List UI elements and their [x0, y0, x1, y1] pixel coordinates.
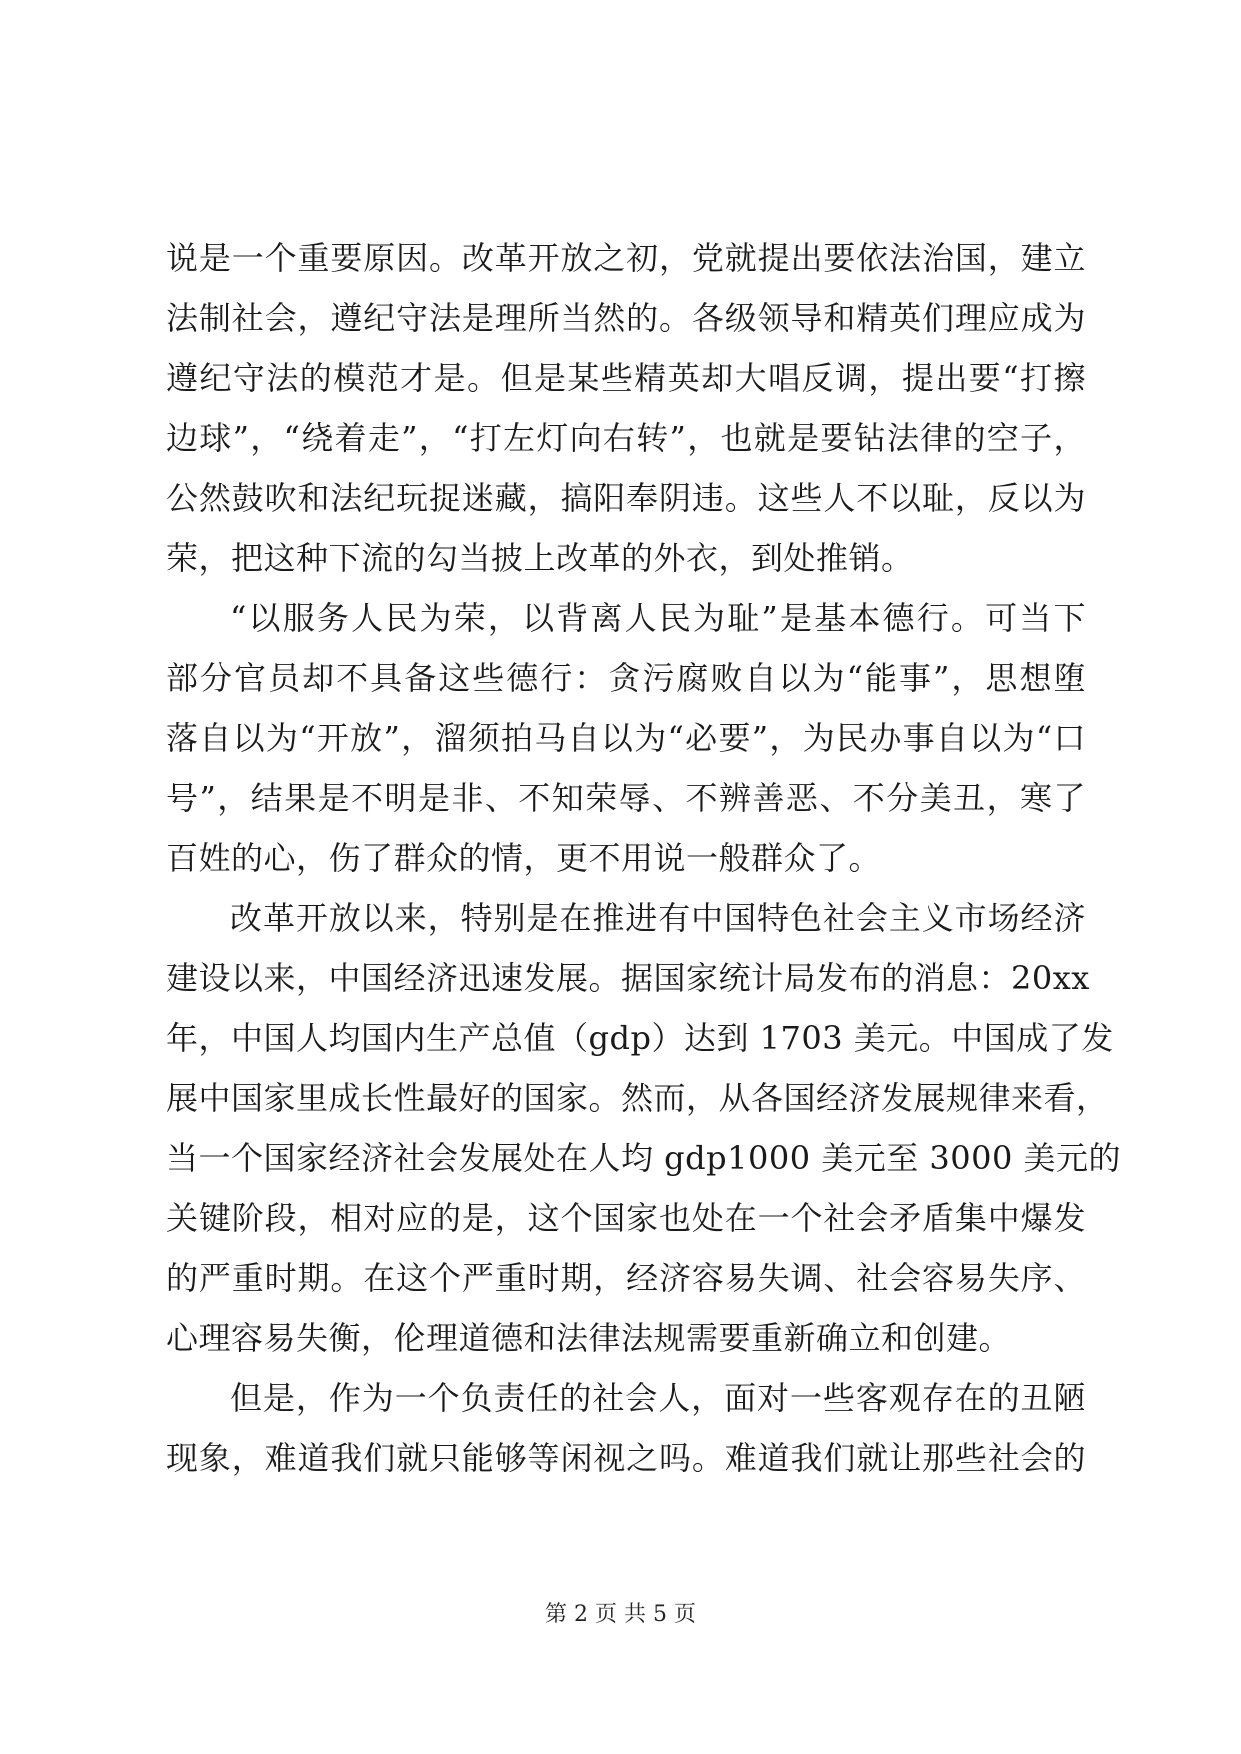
text-line: 法制社会，遵纪守法是理所当然的。各级领导和精英们理应成为 — [166, 299, 1086, 337]
text-line: 的严重时期。在这个严重时期，经济容易失调、社会容易失序、 — [166, 1259, 1086, 1297]
page-number-label: 第 2 页 共 5 页 — [545, 1602, 696, 1627]
text-line: 百姓的心，伤了群众的情，更不用说一般群众了。 — [166, 839, 882, 877]
text-line: 年，中国人均国内生产总值（gdp）达到 1703 美元。中国成了发 — [166, 1019, 1114, 1057]
text-line: 现象，难道我们就只能够等闲视之吗。难道我们就让那些社会的 — [166, 1439, 1086, 1477]
text-line: 当一个国家经济社会发展处在人均 gdp1000 美元至 3000 美元的 — [166, 1139, 1122, 1177]
paragraph — [166, 228, 1086, 588]
text-line: 落自以为“开放”，溜须拍马自以为“必要”，为民办事自以为“口 — [166, 719, 1086, 757]
text-line: 改革开放以来，特别是在推进有中国特色社会主义市场经济 — [230, 899, 1086, 937]
text-line: 号”，结果是不明是非、不知荣辱、不辨善恶、不分美丑，寒了 — [166, 779, 1086, 817]
text-line: 展中国家里成长性最好的国家。然而，从各国经济发展规律来看， — [166, 1079, 1109, 1117]
text-line: 边球”，“绕着走”，“打左灯向右转”，也就是要钻法律的空子， — [166, 419, 1086, 457]
page-footer — [0, 1600, 1241, 1630]
text-line: 建设以来，中国经济迅速发展。据国家统计局发布的消息：20xx — [166, 959, 1090, 997]
paragraph — [166, 888, 1122, 1368]
document-body — [166, 228, 1122, 1488]
text-line: 荣，把这种下流的勾当披上改革的外衣，到处推销。 — [166, 539, 914, 577]
text-line: “以服务人民为荣，以背离人民为耻”是基本德行。可当下 — [230, 599, 1086, 637]
paragraph — [166, 1368, 1086, 1488]
text-line: 心理容易失衡，伦理道德和法律法规需要重新确立和创建。 — [166, 1319, 1012, 1357]
paragraph — [166, 588, 1086, 888]
text-line: 关键阶段，相对应的是，这个国家也处在一个社会矛盾集中爆发 — [166, 1199, 1086, 1237]
text-line: 公然鼓吹和法纪玩捉迷藏，搞阳奉阴违。这些人不以耻，反以为 — [166, 479, 1086, 517]
text-line: 部分官员却不具备这些德行：贪污腐败自以为“能事”，思想堕 — [166, 659, 1086, 697]
text-line: 遵纪守法的模范才是。但是某些精英却大唱反调，提出要“打擦 — [166, 359, 1086, 397]
text-line: 但是，作为一个负责任的社会人，面对一些客观存在的丑陋 — [230, 1379, 1086, 1417]
text-line: 说是一个重要原因。改革开放之初，党就提出要依法治国，建立 — [166, 239, 1086, 277]
